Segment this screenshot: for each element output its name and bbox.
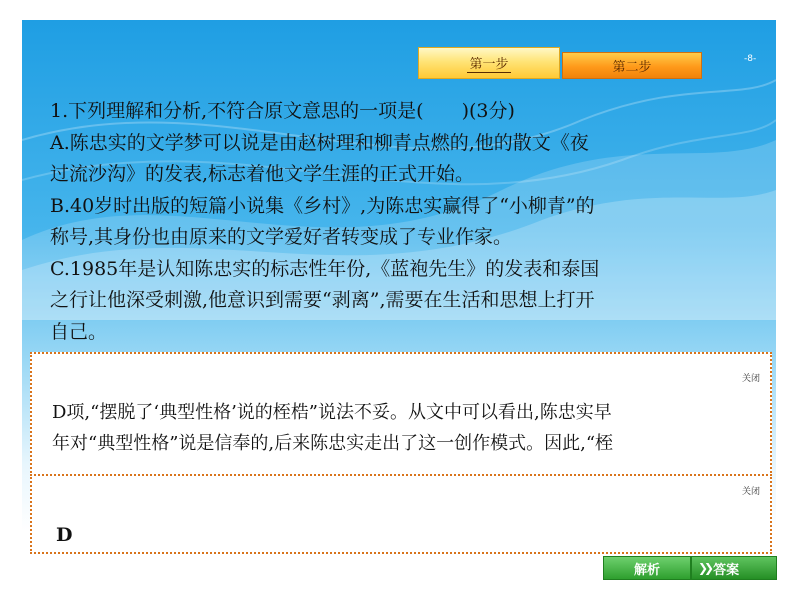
- tab-step-1-label: 第一步: [467, 53, 510, 73]
- answer-text: D: [56, 524, 73, 546]
- analysis-button-label: 解析: [633, 562, 660, 578]
- page-number: -8-: [744, 54, 757, 64]
- double-chevron-right-icon: ❯❯: [698, 561, 711, 575]
- answer-button-label: 答案: [713, 562, 740, 578]
- explanation-text: [52, 397, 752, 459]
- tab-step-2[interactable]: [562, 52, 702, 79]
- question-line: C.1985年是认知陈忠实的标志性年份,《蓝袍先生》的发表和泰国: [50, 257, 600, 280]
- explanation-close-button[interactable]: 关闭: [741, 374, 760, 384]
- question-line: A.陈忠实的文学梦可以说是由赵树理和柳青点燃的,他的散文《夜: [50, 131, 589, 154]
- answer-panel: [30, 474, 772, 554]
- question-line: 称号,其身份也由原来的文学爱好者转变成了专业作家。: [50, 226, 513, 248]
- tab-step-2-label: 第二步: [612, 60, 652, 75]
- question-line: 之行让他深受刺激,他意识到需要“剥离”,需要在生活和思想上打开: [50, 289, 595, 311]
- question-line: 自己。: [50, 320, 108, 343]
- button-bar: [603, 556, 777, 580]
- question-line: 过流沙沟》的发表,标志着他文学生涯的正式开始。: [50, 163, 475, 185]
- question-line: B.40岁时出版的短篇小说集《乡村》,为陈忠实赢得了“小柳青”的: [50, 194, 595, 217]
- answer-button[interactable]: [691, 556, 777, 580]
- explanation-line: 年对“典型性格”说是信奉的,后来陈忠实走出了这一创作模式。因此,“桎: [52, 433, 614, 454]
- tab-step-1[interactable]: [418, 47, 560, 79]
- explanation-line: D项,“摆脱了‘典型性格’说的桎梏”说法不妥。从文中可以看出,陈忠实早: [52, 402, 612, 423]
- question-line: 1.下列理解和分析,不符合原文意思的一项是( )(3分): [50, 100, 515, 122]
- explanation-panel: [30, 352, 772, 476]
- analysis-button[interactable]: [603, 556, 691, 580]
- question-text: [50, 96, 770, 348]
- answer-close-button[interactable]: 关闭: [741, 487, 760, 497]
